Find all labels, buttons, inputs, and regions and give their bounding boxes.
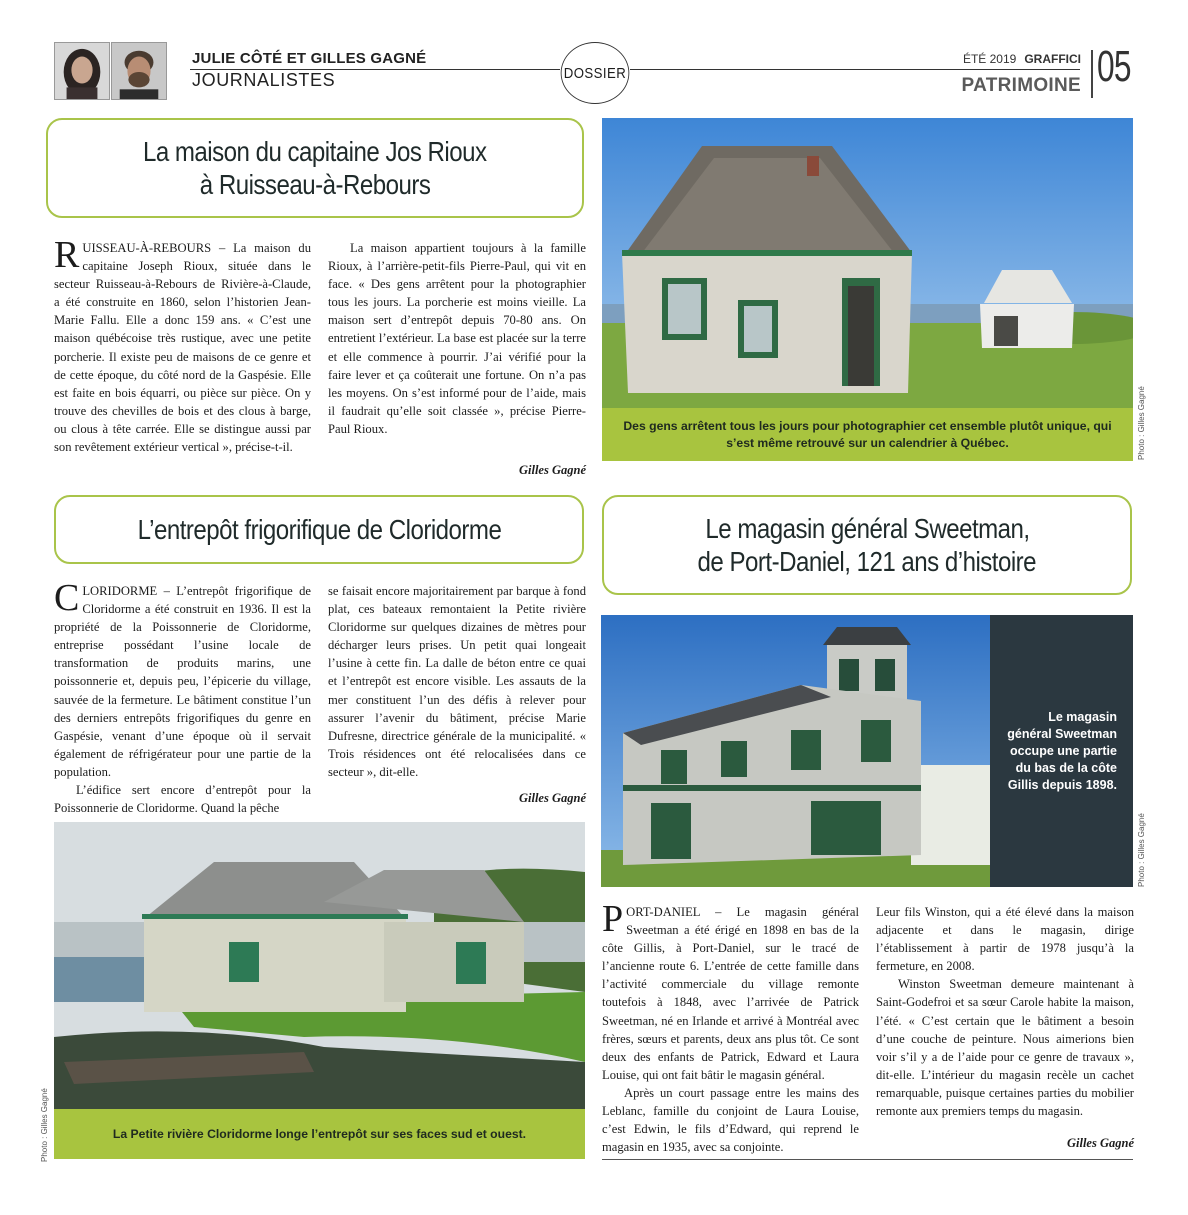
article2-column1 [54,577,311,817]
article1-col2-p1: La maison appartient toujours à la famille Rioux, à l’arrière-petit-fils Pierre-Paul, qui vit en face. « Des gens arrêtent pour la photographier tous les jours. La porcherie est moins vieille. La maison sert d’entrepôt depuis 70-80 ans. On entretient l’extérieur. La base est placée sur la terre et elle commence à pourrir. J’ai vérifié pour la faire lever et ça coûterait une fortune. On n’a pas les moyens. On s’est informé pour de l’aide, mais il faudrait qu’elle soit classée », précise Pierre-Paul Rioux. [328,241,586,436]
article1-photo-credit: Photo : Gilles Gagné [1137,386,1146,460]
article2-title: L’entrepôt frigorifique de Cloridorme [137,513,501,545]
article3-col1-p2: Après un court passage entre les mains des Leblanc, famille du conjoint de Laura Louise, c’est Edwin, le fils d’Edward, qui reprend le magasin en 1935, avec sa conjointe. [602,1085,859,1155]
article1-title-line1: La maison du capitaine Jos Rioux [143,135,487,167]
article1-column1 [54,234,311,456]
issue-date: ÉTÉ 2019 [962,52,1017,66]
article2-headline [54,495,584,564]
issue-line [963,52,1081,66]
article3-signature: Gilles Gagné [1066,1136,1134,1150]
article2-signature: Gilles Gagné [518,791,586,805]
article3-col2-p1: Leur fils Winston, qui a été élevé dans la maison adjacente et dans le magasin, dirige l’établissement à partir de 1978 jusqu’à la fermeture, en 2008. [876,905,1134,974]
header-rule-right [630,69,1080,70]
author-photo-gilles [111,42,167,100]
article3-bottom-rule [602,1159,1133,1160]
article3-dropcap: P [602,898,624,940]
article3-column1 [602,898,859,1156]
rubric-badge: DOSSIER [561,42,630,104]
section-name: PATRIMOINE [961,75,1081,96]
article2-photo-cold-storage [54,822,585,1109]
article3-column2 [876,903,1134,1120]
article1-col1-p1: UISSEAU-À-REBOURS – La maison du capitaine Joseph Rioux, située dans le secteur Ruisseau-à-Rebours de Rivière-à-Claude, a été construite en 1860, selon l’historien Jean-Marie Fallu. Elle a donc 159 ans. « C’est une maison québécoise très rustique, avec une petite porcherie. Il existe peu de maisons de ce genre et de cette époque, du côté nord de la Gaspésie. Elle est faite en bois équarri, ou pièce sur pièce. On y trouve des chevilles de bois et des clous à barge, ou clous à tête carrée. Elle se distingue aussi par son revêtement extérieur vertical », précise-t-il. [54,241,311,455]
portrait-man-icon [112,43,166,99]
article1-column2 [328,239,586,438]
article3-col1-p1: ORT-DANIEL – Le magasin général Sweetman a été érigé en 1898 en bas de la côte Gillis, à Port-Daniel, sur le tracé de l’ancienne route 6. L’entrée de cette famille dans l’activité commerciale du village remonte toutefois à 1848, avec l’arrivée de Patrick Sweetman, né en Irlande et arrivé à Montréal avec frères, sœurs et parents, deux ans plus tôt. Ce sont deux des enfants de Patrick, Edward et Laura Louise, qui ont fait bâtir le magasin général. [602,905,859,1082]
article1-dropcap: R [54,234,80,276]
article3-photo-credit: Photo : Gilles Gagné [1137,813,1146,887]
article2-col1-p2: L’édifice sert encore d’entrepôt pour la Poissonnerie de Cloridorme. Quand la pêche [54,783,311,816]
house-photo-icon [602,118,1133,408]
article1-headline [46,118,584,218]
article3-title-line1: Le magasin général Sweetman, [704,512,1030,544]
publication-name: GRAFFICI [1024,52,1081,66]
article3-photo-sweetman-store [601,615,990,887]
article3-headline [602,495,1132,595]
page-number-bar [1091,50,1093,98]
page-number: 05 [1097,42,1131,91]
article3-caption: Le magasin général Sweetman occupe une partie du bas de la côte Gillis depuis 1898. [990,615,1133,887]
article1-caption: Des gens arrêtent tous les jours pour photographier cet ensemble plutôt unique, qui s’est même retrouvé sur un calendrier à Québec. [602,408,1133,461]
warehouse-photo-icon [54,822,585,1109]
article3-title-line2: de Port-Daniel, 121 ans d’histoire [697,546,1037,577]
author-photo-julie [54,42,110,100]
article3-col2-p2: Winston Sweetman demeure maintenant à Saint-Godefroi et sa sœur Carole habite la maison, l’été. « C’est certain que le bâtiment a besoin d’une couche de peinture. Nous aimerions bien voir s’il y a de l’aide pour ce genre de travaux », dit-elle. L’intérieur du magasin recèle un cachet remarquable, puisque certaines parties du mobilier remonte aux premiers temps du magasin. [876,977,1134,1119]
article2-caption: La Petite rivière Cloridorme longe l’entrepôt sur ses faces sud et ouest. [54,1109,585,1159]
article1-title-line2: à Ruisseau-à-Rebours [199,169,431,200]
article2-col1-p1: LORIDORME – L’entrepôt frigorifique de Cloridorme a été construit en 1936. Il est la propriété de la Poissonnerie de Cloridorme, entreprise possédant l’usine locale de transformation de produits marins, une poissonnerie et, depuis peu, l’épicerie du village, sauvée de la fermeture. Le bâtiment constitue l’un des derniers entrepôts frigorifiques du genre en Gaspésie, venant d’une époque où il servait également de réfrigérateur pour une partie de la population. [54,584,311,779]
store-photo-icon [601,615,990,887]
article2-column2 [328,582,586,781]
authors-role: JOURNALISTES [192,70,336,90]
article2-photo-credit: Photo : Gilles Gagné [40,1088,49,1162]
authors-name: JULIE CÔTÉ ET GILLES GAGNÉ [192,50,427,67]
article1-signature: Gilles Gagné [518,463,586,477]
article1-photo-rioux-house [602,118,1133,408]
article2-col2-p1: se faisait encore majoritairement par barque à fond plat, ces bateaux remontaient la Petite rivière Cloridorme sur quelques dizaines de mètres pour décharger leurs prises. Un petit quai longeait l’usine à cette fin. La dalle de béton entre ce quai et l’entrepôt est encore visible. Les assauts de la mer constituent l’un des défis à relever pour assurer l’avenir du bâtiment, précise Marie Dufresne, directrice générale de la municipalité. « Trois résidences ont été relocalisées dans ce secteur », dit-elle. [328,584,586,779]
article2-dropcap: C [54,577,80,619]
portrait-woman-icon [55,43,109,99]
